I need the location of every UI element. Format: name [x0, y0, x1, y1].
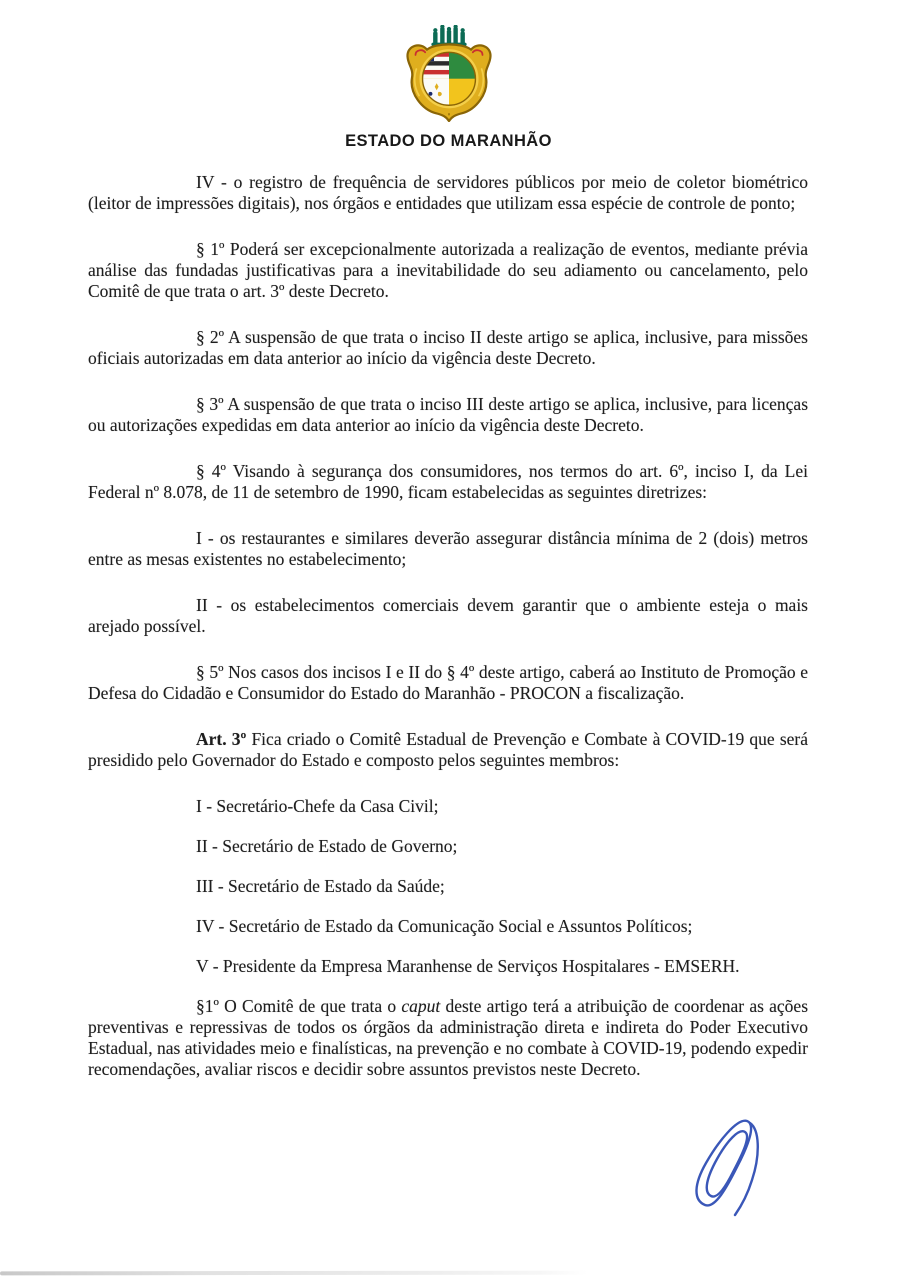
paragraph: I - os restaurantes e similares deverão assegurar distância mínima de 2 (dois) metros entre as mesas existentes no estabelecimento; [88, 528, 808, 569]
signature-scribble-icon [688, 1108, 780, 1223]
paragraph: §1º O Comitê de que trata o caput deste artigo terá a atribuição de coordenar as ações preventivas e repressivas de todos os órgãos da administração direta e indireta do Poder Executivo Estadual, nas atividades meio e finalísticas, na prevenção e no combate à COVID-19, podendo expedir recomendações, avaliar riscos e decidir sobre assuntos previstos neste Decreto. [88, 996, 808, 1079]
list-item: V - Presidente da Empresa Maranhense de Serviços Hospitalares - EMSERH. [196, 956, 740, 976]
list-item: IV - Secretário de Estado da Comunicação Social e Assuntos Políticos; [196, 916, 693, 936]
document-header [0, 0, 897, 151]
paragraph: II - os estabelecimentos comerciais devem garantir que o ambiente esteja o mais arejado possível. [88, 595, 808, 636]
paragraph: § 4º Visando à segurança dos consumidores, nos termos do art. 6º, inciso I, da Lei Federal nº 8.078, de 11 de setembro de 1990, ficam estabelecidas as seguintes diretrizes: [88, 461, 808, 502]
crest-quarters [420, 50, 477, 107]
scan-artifact-line [0, 1271, 588, 1276]
document-body [88, 172, 808, 1080]
list-item: III - Secretário de Estado da Saúde; [196, 876, 445, 896]
crest-crown [431, 25, 466, 46]
paragraph: § 1º Poderá ser excepcionalmente autorizada a realização de eventos, mediante prévia análise das fundadas justificativas para a inevitabilidade do seu adiamento ou cancelamento, pelo Comitê de que trata o art. 3º deste Decreto. [88, 239, 808, 301]
paragraph: IV - o registro de frequência de servidores públicos por meio de coletor biométrico (leitor de impressões digitais), nos órgãos e entidades que utilizam essa espécie de controle de ponto; [88, 172, 808, 213]
paragraph: § 2º A suspensão de que trata o inciso II deste artigo se aplica, inclusive, para missões oficiais autorizadas em data anterior ao início da vigência deste Decreto. [88, 327, 808, 368]
paragraph: § 5º Nos casos dos incisos I e II do § 4º deste artigo, caberá ao Instituto de Promoção e Defesa do Cidadão e Consumidor do Estado do Maranhão - PROCON a fiscalização. [88, 662, 808, 703]
state-coat-of-arms-icon [390, 25, 508, 122]
paragraph: § 3º A suspensão de que trata o inciso III deste artigo se aplica, inclusive, para licenças ou autorizações expedidas em data anterior ao início da vigência deste Decreto. [88, 394, 808, 435]
list-item: II - Secretário de Estado de Governo; [196, 836, 458, 856]
page-title: ESTADO DO MARANHÃO [345, 132, 552, 150]
list-item: I - Secretário-Chefe da Casa Civil; [196, 796, 439, 816]
paragraph: Art. 3º Fica criado o Comitê Estadual de Prevenção e Combate à COVID-19 que será presidido pelo Governador do Estado e composto pelos seguintes membros: [88, 729, 808, 770]
